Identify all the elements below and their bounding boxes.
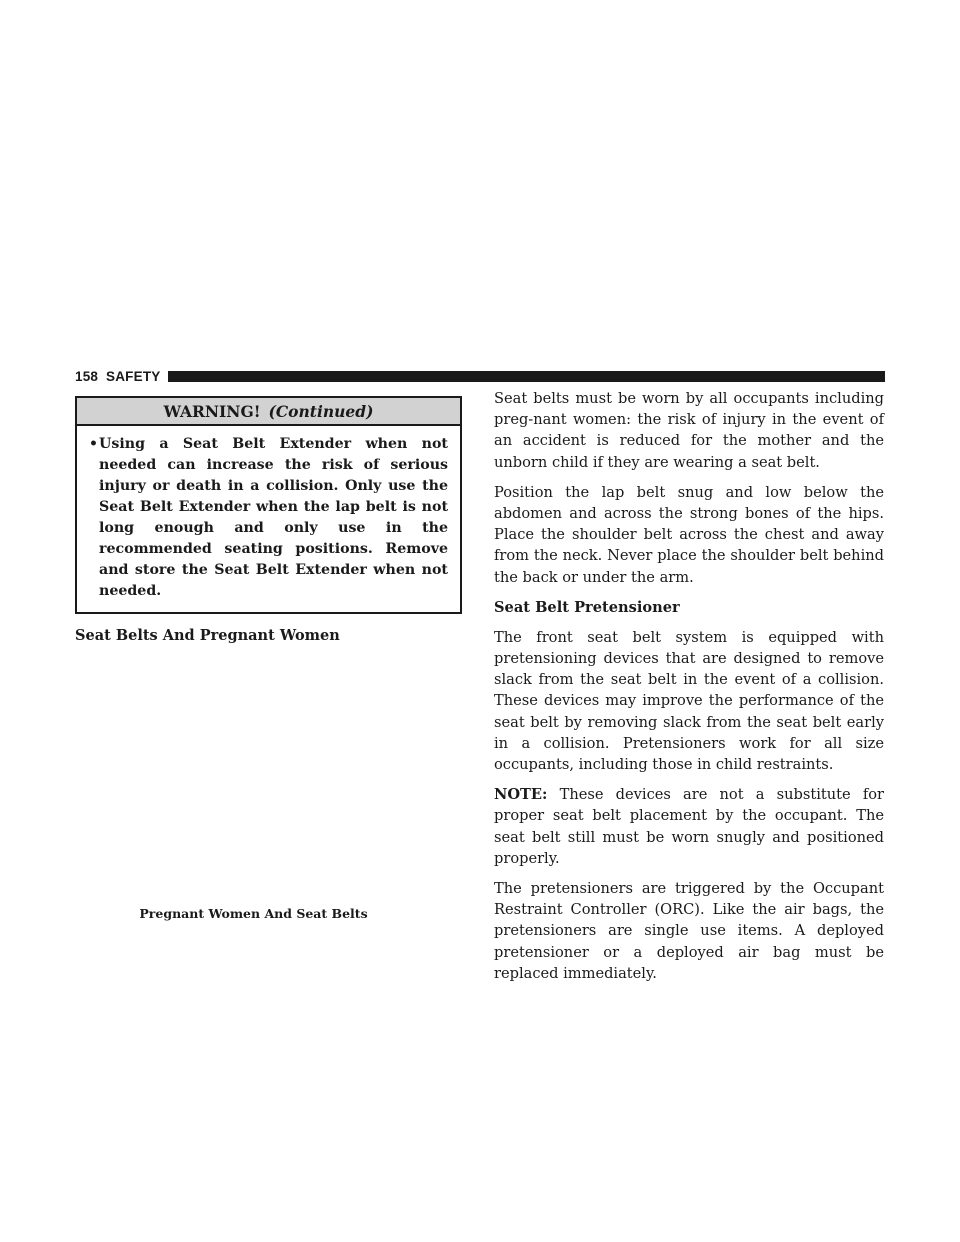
- warning-title: WARNING!: [163, 402, 261, 421]
- paragraph-orc: The pretensioners are triggered by the Occupant Restraint Controller (ORC). Like the air bags, the pretensioners are single use items. A deployed pretensioner or a deployed air bag must be replaced immediately.: [494, 880, 884, 982]
- warning-bullet-item: [89, 434, 448, 602]
- figure-pregnant-women: [75, 646, 462, 906]
- page-number-section: 158 SAFETY: [75, 369, 161, 384]
- paragraph-pretensioner: The front seat belt system is equipped with pretensioning devices that are designed to remove slack from the seat belt in the event of a collision. These devices may improve the performance of the seat belt by removing slack from the seat belt early in a collision. Pretensioners work for all size occupants, including those in child restraints.: [494, 628, 884, 774]
- paragraph-note: [494, 784, 884, 869]
- warning-text: Using a Seat Belt Extender when not needed can increase the risk of serious injury or death in a collision. Only use the Seat Belt Extender when the lap belt is not long enough and only use in the recommended seating positions. Remove and store the Seat Belt Extender when not needed.: [99, 436, 448, 599]
- warning-body: [77, 426, 460, 612]
- warning-box: [75, 396, 462, 614]
- page-header: [75, 368, 885, 388]
- right-column: [494, 388, 884, 993]
- left-column: [75, 396, 462, 921]
- note-label: NOTE:: [494, 786, 548, 804]
- section-title-pregnant: Seat Belts And Pregnant Women: [75, 627, 340, 644]
- warning-header: [77, 398, 460, 426]
- subhead-pretensioner: Seat Belt Pretensioner: [494, 598, 680, 616]
- note-text: These devices are not a substitute for proper seat belt placement by the occupant. The seat belt still must be worn snugly and positioned properly.: [494, 786, 884, 867]
- paragraph-position: Position the lap belt snug and low below the abdomen and across the strong bones of the hips. Place the shoulder belt across the chest and away from the neck. Never place the shoulder belt behind the back or under the arm.: [494, 483, 884, 586]
- header-rule: [168, 371, 885, 382]
- bullet-icon: •: [89, 436, 98, 452]
- figure-caption: Pregnant Women And Seat Belts: [139, 906, 368, 921]
- warning-continued: (Continued): [268, 402, 374, 421]
- paragraph-occupants: Seat belts must be worn by all occupants including preg-nant women: the risk of injury in the event of an accident is reduced for the mother and the unborn child if they are wearing a seat belt.: [494, 390, 884, 471]
